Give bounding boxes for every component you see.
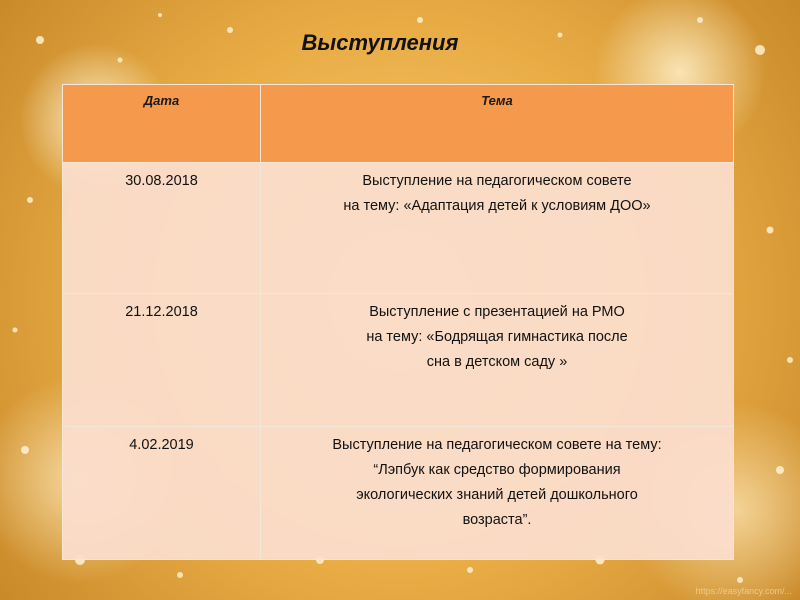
topic-line: “Лэпбук как средство формирования [373, 462, 621, 478]
topic-line: на тему: «Адаптация детей к условиям ДОО» [343, 198, 651, 214]
cell-date: 4.02.2019 [63, 427, 261, 560]
header-date: Дата [63, 85, 261, 163]
table-row [63, 163, 734, 294]
cell-topic [261, 294, 734, 427]
topic-line: на тему: «Бодрящая гимнастика после [366, 329, 628, 345]
page-title: Выступления [301, 30, 459, 55]
topic-line: сна в детском саду » [426, 354, 568, 370]
table-row [63, 294, 734, 427]
topic-line: Выступление с презентацией на РМО [369, 304, 625, 320]
topic-line: возраста”. [462, 512, 532, 528]
presentations-table [62, 84, 734, 560]
topic-line: экологических знаний детей дошкольного [356, 487, 638, 503]
table-row [63, 427, 734, 560]
cell-topic [261, 163, 734, 294]
table-header-row [63, 85, 734, 163]
topic-line: Выступление на педагогическом совете на тему: [332, 437, 662, 453]
header-topic: Тема [261, 85, 734, 163]
topic-line: Выступление на педагогическом совете [362, 173, 632, 189]
footer-link[interactable]: https://easyfancy.com/... [695, 586, 792, 596]
cell-date: 30.08.2018 [63, 163, 261, 294]
cell-topic [261, 427, 734, 560]
cell-date: 21.12.2018 [63, 294, 261, 427]
